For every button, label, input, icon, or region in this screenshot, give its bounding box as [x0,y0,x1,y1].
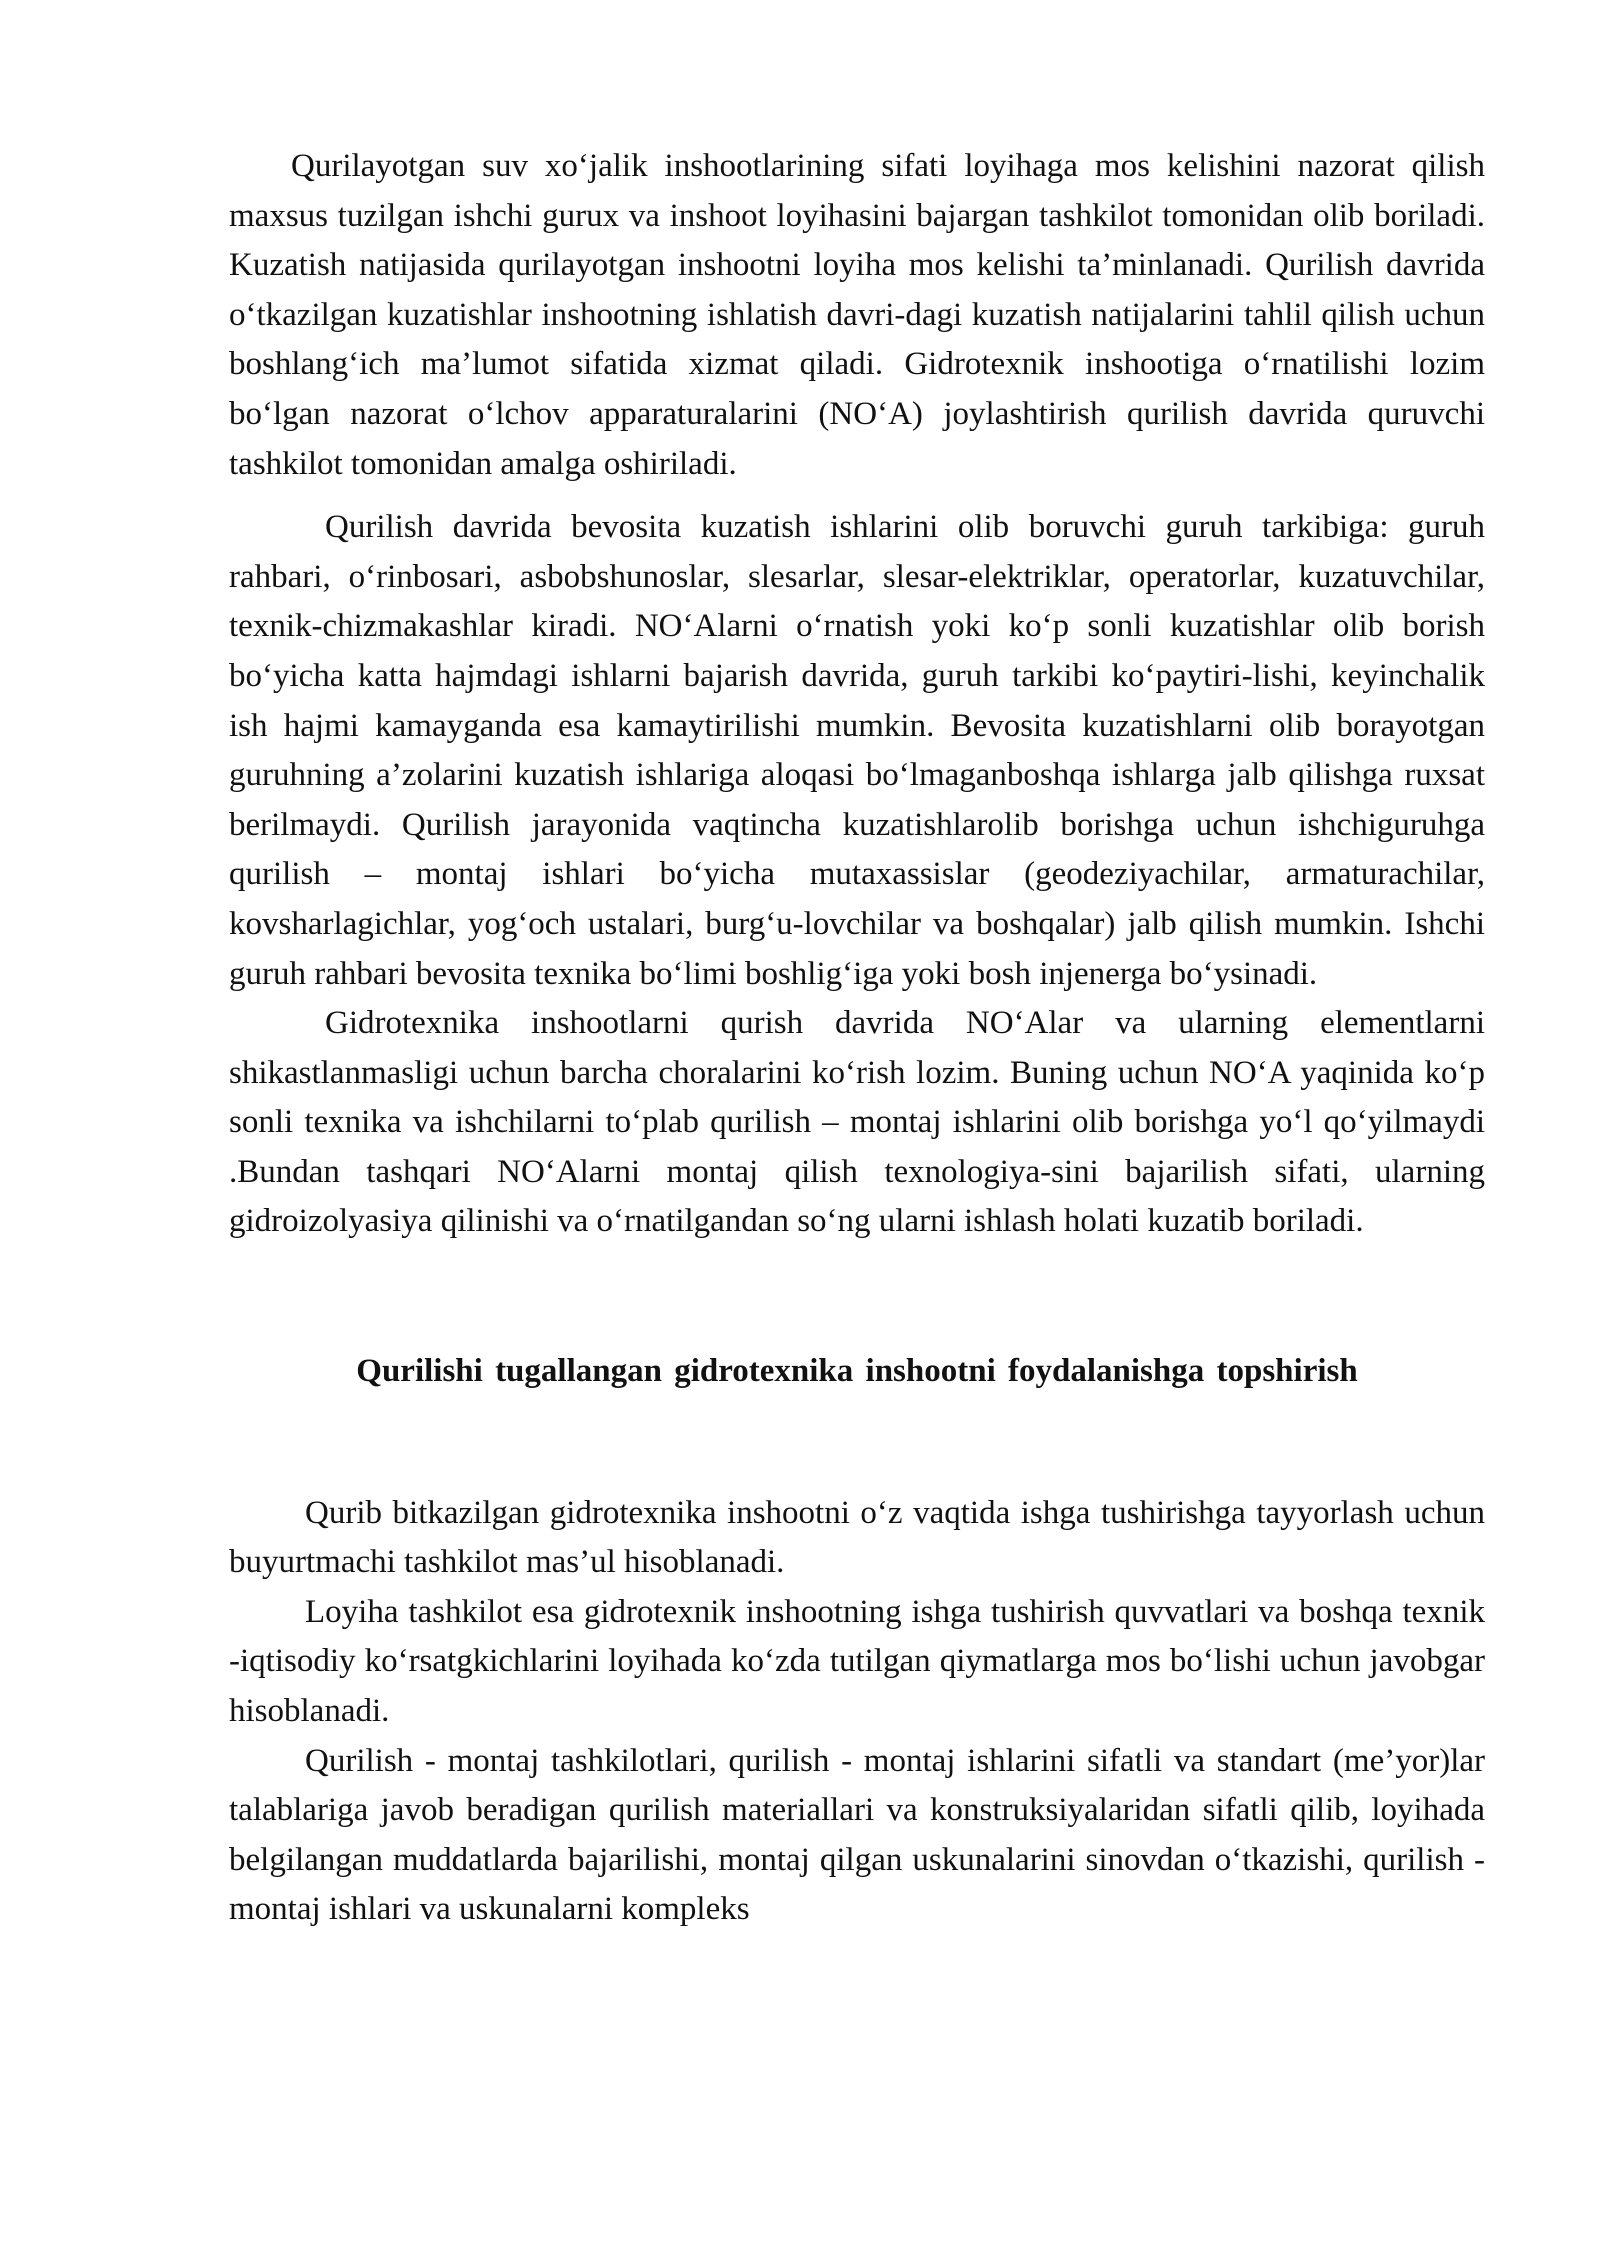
paragraph-design-responsibility: Loyiha tashkilot esa gidrotexnik inshootning ishga tushirish quvvatlari va boshqa texnik -iqtisodiy ko‘rsatgkichlarini loyihada ko‘zda tutilgan qiymatlarga mos bo‘lishi uchun javobgar hisoblanadi. [229,1593,1485,1730]
paragraph-equipment-protection: Gidrotexnika inshootlarni qurish davrida NO‘Alar va ularning elementlarni shikastlanmasligi uchun barcha choralarini ko‘rish lozim. Buning uchun NO‘A yaqinida ko‘p sonli texnika va ishchilarni to‘plab qurilish – montaj ishlarini olib borishga yo‘l qo‘yilmaydi .Bundan tashqari NO‘Alarni montaj qilish texnologiya-sini bajarilish sifati, ularning gidroizolyasiya qilinishi va o‘rnatilgandan so‘ng ularni ishlash holati kuzatib boriladi. [229,1005,1485,1240]
paragraph-observation-group: Qurilish davrida bevosita kuzatish ishlarini olib boruvchi guruh tarkibiga: guruh rahbari, o‘rinbosari, asbobshunoslar, slesarlar, slesar-elektriklar, operatorlar, kuzatuvchilar, texnik-chizmakashlar kiradi. NO‘Alarni o‘rnatish yoki ko‘p sonli kuzatishlar olib borish bo‘yicha katta hajmdagi ishlarni bajarish davrida, guruh tarkibi ko‘paytiri-lishi, keyinchalik ish hajmi kamayganda esa kamaytirilishi mumkin. Bevosita kuzatishlarni olib borayotgan guruhning a’zolarini kuzatish ishlariga aloqasi bo‘lmaganboshqa ishlarga jalb qilishga ruxsat berilmaydi. Qurilish jarayonida vaqtincha kuzatishlarolib borishga uchun ishchiguruhga qurilish – montaj ishlari bo‘yicha mutaxassislar (geodeziyachilar, armaturachilar, kovsharlagichlar, yog‘och ustalari, burg‘u-lovchilar va boshqalar) jalb qilish mumkin. Ishchi guruh rahbari bevosita texnika bo‘limi boshlig‘iga yoki bosh injenerga bo‘ysinadi. [229,509,1485,992]
paragraph-customer-responsibility: Qurib bitkazilgan gidrotexnika inshootni o‘z vaqtida ishga tushirishga tayyorlash uchun buyurtmachi tashkilot mas’ul hisoblanadi. [229,1494,1485,1581]
document-page [229,142,1485,1935]
paragraph-quality-control: Qurilayotgan suv xo‘jalik inshootlarining sifati loyihaga mos kelishini nazorat qilish maxsus tuzilgan ishchi gurux va inshoot loyihasini bajargan tashkilot tomonidan olib boriladi. Kuzatish natijasida qurilayotgan inshootni loyiha mos kelishi ta’minlanadi. Qurilish davrida o‘tkazilgan kuzatishlar inshootning ishlatish davri-dagi kuzatish natijalarini tahlil qilish uchun boshlang‘ich ma’lumot sifatida xizmat qiladi. Gidrotexnik inshootiga o‘rnatilishi lozim bo‘lgan nazorat o‘lchov apparaturalarini (NO‘A) joylashtirish qurilish davrida quruvchi tashkilot tomonidan amalga oshiriladi. [229,148,1485,482]
paragraph-contractor-responsibility: Qurilish - montaj tashkilotlari, qurilish - montaj ishlarini sifatli va standart (me’yor)lar talablariga javob beradigan qurilish materiallari va konstruksiyalaridan sifatli qilib, loyihada belgilangan muddatlarda bajarilishi, montaj qilgan uskunalarini sinovdan o‘tkazishi, qurilish -montaj ishlari va uskunalarni kompleks [229,1742,1485,1928]
section-heading: Qurilishi tugallangan gidrotexnika inshootni foydalanishga topshirish [356,1353,1358,1390]
